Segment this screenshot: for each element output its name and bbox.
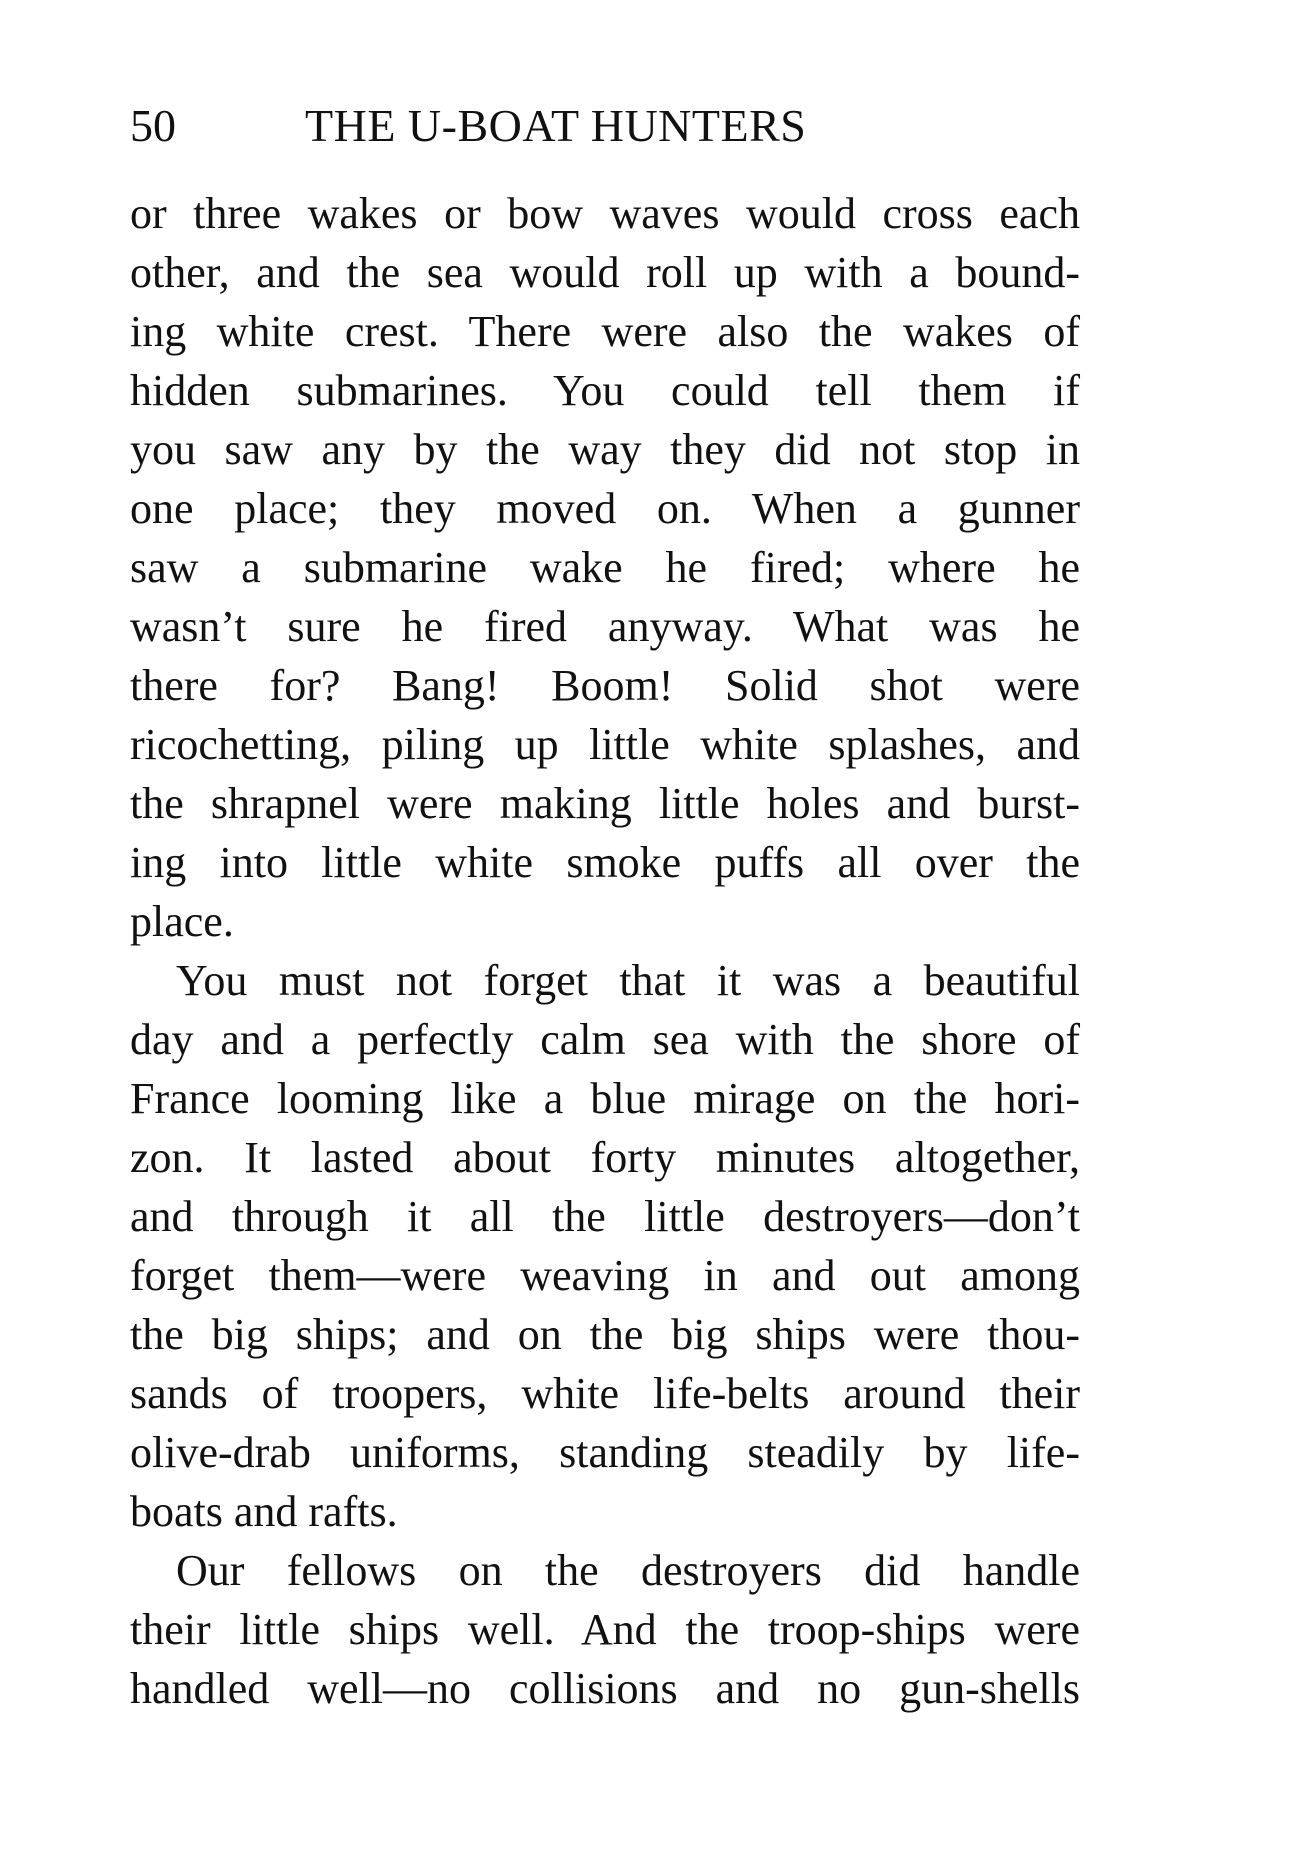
running-head [130,96,1080,156]
text-line: or three wakes or bow waves would cross each [130,189,1080,238]
text-line: day and a perfectly calm sea with the shore of [130,1015,1080,1064]
text-line: forget them—were weaving in and out among [130,1251,1080,1300]
text-line: and through it all the little destroyers—don’t [130,1192,1080,1241]
body-text [130,184,1080,1718]
text-line: ing white crest. There were also the wakes of [130,307,1080,356]
text-line: place. [130,897,234,946]
text-line: their little ships well. And the troop-ships were [130,1605,1080,1654]
running-title: THE U-BOAT HUNTERS [305,100,807,151]
text-line: zon. It lasted about forty minutes altogether, [130,1133,1080,1182]
text-line: France looming like a blue mirage on the hori- [130,1074,1080,1123]
text-line: you saw any by the way they did not stop in [130,425,1080,474]
text-line: olive-drab uniforms, standing steadily by life- [130,1428,1080,1477]
text-line: ing into little white smoke puffs all over the [130,838,1080,887]
text-line: Our fellows on the destroyers did handle [176,1546,1080,1595]
text-line: one place; they moved on. When a gunner [130,484,1080,533]
text-line: the big ships; and on the big ships were thou- [130,1310,1080,1359]
paragraph [130,951,1080,1541]
text-line: boats and rafts. [130,1487,398,1536]
text-line: there for? Bang! Boom! Solid shot were [130,661,1080,710]
text-line: ricochetting, piling up little white splashes, and [130,720,1080,769]
text-line: hidden submarines. You could tell them if [130,366,1080,415]
paragraph [130,184,1080,951]
text-line: the shrapnel were making little holes and burst- [130,779,1080,828]
text-line: other, and the sea would roll up with a bound- [130,248,1080,297]
text-line: saw a submarine wake he fired; where he [130,543,1080,592]
text-line: sands of troopers, white life-belts around their [130,1369,1080,1418]
page-number: 50 [130,100,176,151]
text-line: wasn’t sure he fired anyway. What was he [130,602,1080,651]
text-line: You must not forget that it was a beautiful [176,956,1080,1005]
text-line: handled well—no collisions and no gun-shells [130,1664,1080,1713]
paragraph [130,1541,1080,1718]
